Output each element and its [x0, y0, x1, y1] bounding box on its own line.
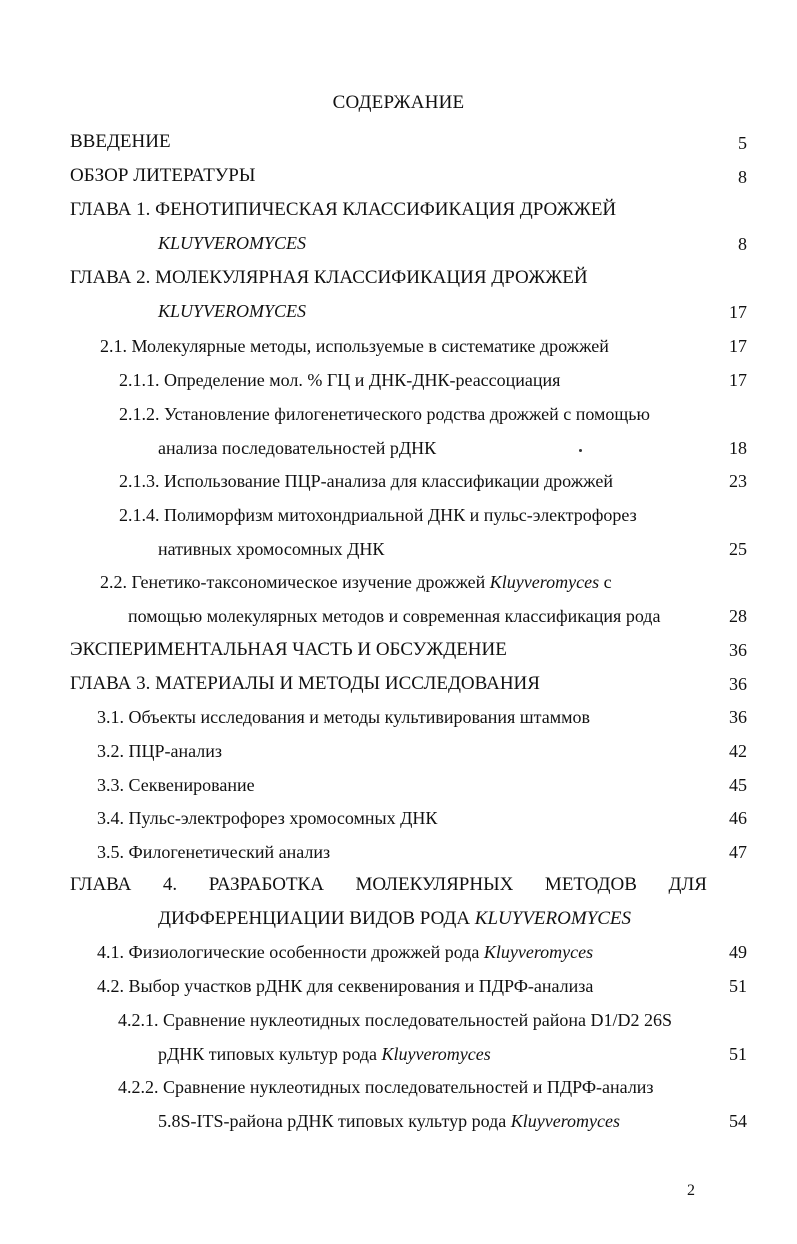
toc-page-number: 36: [729, 674, 747, 694]
toc-page-number: 45: [729, 775, 747, 795]
scan-speck: [579, 449, 582, 452]
toc-page-number: 17: [729, 336, 747, 356]
toc-entry-chapter-2-cont: KLUYVEROMYCES: [158, 301, 307, 321]
toc-entry-2-1-4[interactable]: 2.1.4. Полиморфизм митохондриальной ДНК и пульс-электрофорез: [119, 505, 637, 525]
toc-page-number: 36: [729, 707, 747, 727]
toc-page-number: 46: [729, 808, 747, 828]
toc-entry-3-4[interactable]: 3.4. Пульс-электрофорез хромосомных ДНК: [97, 808, 438, 828]
toc-entry-4-1[interactable]: 4.1. Физиологические особенности дрожжей рода Kluyveromyces: [97, 942, 594, 962]
toc-entry-4-2-2[interactable]: 4.2.2. Сравнение нуклеотидных последовательностей и ПДРФ-анализ: [118, 1077, 654, 1097]
toc-entry-2-1-2[interactable]: 2.1.2. Установление филогенетического родства дрожжей с помощью: [119, 404, 650, 424]
toc-entry-introduction[interactable]: ВВЕДЕНИЕ: [70, 131, 171, 152]
toc-entry-experimental-part[interactable]: ЭКСПЕРИМЕНТАЛЬНАЯ ЧАСТЬ И ОБСУЖДЕНИЕ: [70, 639, 507, 660]
toc-page-number: 25: [729, 539, 747, 559]
toc-entry-3-5[interactable]: 3.5. Филогенетический анализ: [97, 842, 331, 862]
toc-entry-chapter-2[interactable]: ГЛАВА 2. МОЛЕКУЛЯРНАЯ КЛАССИФИКАЦИЯ ДРОЖЖЕЙ: [70, 267, 588, 288]
toc-page-number: 23: [729, 471, 747, 491]
toc-entry-chapter-4[interactable]: ГЛАВА 4. РАЗРАБОТКА МОЛЕКУЛЯРНЫХ МЕТОДОВ ДЛЯ: [70, 874, 707, 895]
toc-page-number: 28: [729, 606, 747, 626]
toc-page-number: 17: [729, 302, 747, 322]
toc-entry-2-1-4-cont: нативных хромосомных ДНК: [158, 539, 385, 559]
toc-entry-2-1-2-cont: анализа последовательностей рДНК: [158, 438, 437, 458]
toc-page-number: 54: [729, 1111, 747, 1131]
toc-entry-4-2-2-cont: 5.8S-ITS-района рДНК типовых культур рода Kluyveromyces: [158, 1111, 621, 1131]
toc-page-number: 8: [738, 234, 747, 254]
toc-page-number: 8: [738, 167, 747, 187]
page-number: 2: [687, 1182, 695, 1199]
toc-entry-2-1-1[interactable]: 2.1.1. Определение мол. % ГЦ и ДНК-ДНК-реассоциация: [119, 370, 561, 390]
toc-entry-4-2-1[interactable]: 4.2.1. Сравнение нуклеотидных последовательностей района D1/D2 26S: [118, 1010, 672, 1030]
toc-page-number: 51: [729, 976, 747, 996]
toc-page-number: 5: [738, 133, 747, 153]
toc-page-number: 18: [729, 438, 747, 458]
toc-entry-3-1[interactable]: 3.1. Объекты исследования и методы культивирования штаммов: [97, 707, 590, 727]
toc-entry-chapter-3[interactable]: ГЛАВА 3. МАТЕРИАЛЫ И МЕТОДЫ ИССЛЕДОВАНИЯ: [70, 673, 540, 694]
toc-page-number: 47: [729, 842, 747, 862]
page-title: СОДЕРЖАНИЕ: [332, 92, 465, 113]
toc-entry-3-3[interactable]: 3.3. Секвенирование: [97, 775, 255, 795]
toc-entry-2-1[interactable]: 2.1. Молекулярные методы, используемые в систематике дрожжей: [100, 336, 609, 356]
toc-entry-2-2-cont: помощью молекулярных методов и современная классификация рода: [128, 606, 661, 626]
toc-entry-4-2[interactable]: 4.2. Выбор участков рДНК для секвенирования и ПДРФ-анализа: [97, 976, 594, 996]
toc-page-number: 17: [729, 370, 747, 390]
toc-entry-2-1-3[interactable]: 2.1.3. Использование ПЦР-анализа для классификации дрожжей: [119, 471, 613, 491]
toc-entry-literature-review[interactable]: ОБЗОР ЛИТЕРАТУРЫ: [70, 165, 256, 186]
toc-page-number: 36: [729, 640, 747, 660]
toc-entry-2-2[interactable]: 2.2. Генетико-таксономическое изучение дрожжей Kluyveromyces с: [100, 572, 612, 592]
toc-page-number: 51: [729, 1044, 747, 1064]
toc-page-number: 42: [729, 741, 747, 761]
toc-entry-chapter-4-cont: ДИФФЕРЕНЦИАЦИИ ВИДОВ РОДА KLUYVEROMYCES: [158, 908, 632, 929]
toc-entry-4-2-1-cont: рДНК типовых культур рода Kluyveromyces: [158, 1044, 491, 1064]
toc-entry-chapter-1[interactable]: ГЛАВА 1. ФЕНОТИПИЧЕСКАЯ КЛАССИФИКАЦИЯ ДРОЖЖЕЙ: [70, 199, 617, 220]
toc-page-number: 49: [729, 942, 747, 962]
toc-entry-chapter-1-cont: KLUYVEROMYCES: [158, 233, 307, 253]
toc-entry-3-2[interactable]: 3.2. ПЦР-анализ: [97, 741, 222, 761]
